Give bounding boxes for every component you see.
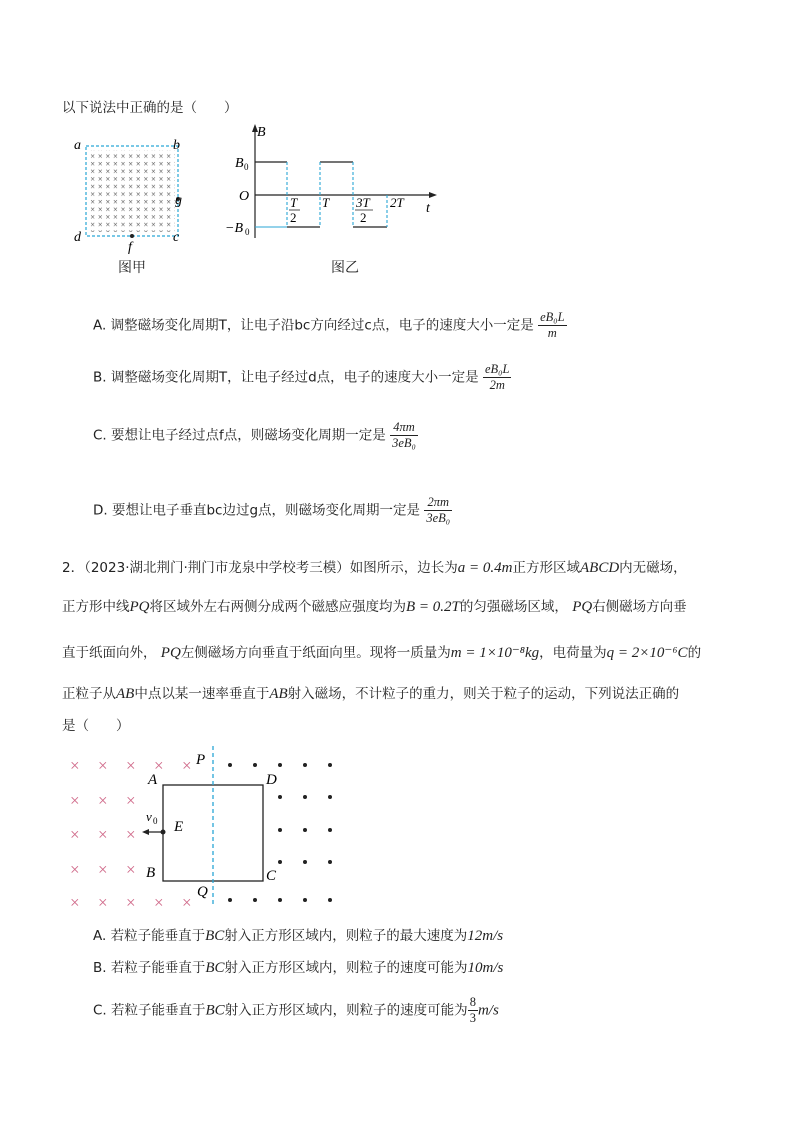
q1-option-b[interactable]: B. 调整磁场变化周期T，让电子经过d点，电子的速度大小一定是 $\frac{\text{eB₀L}}{2m}$ (93, 362, 510, 392)
q1-option-d[interactable]: D. 要想让电子垂直bc边过g点，则磁场变化周期一定是 $\frac{2\pi m}{\text{3eB₀}}$ (93, 495, 451, 525)
label-v0: v (146, 809, 152, 824)
corner-c-label: c (173, 230, 180, 245)
svg-text:×: × (70, 756, 80, 775)
svg-text:×: × (182, 893, 192, 912)
q1-option-b-fraction: $\frac{\text{eB₀L}}{2m}$ (484, 362, 510, 392)
figure-yi (225, 120, 445, 250)
svg-text:×: × (154, 756, 164, 775)
q1-option-b-text: 调整磁场变化周期T，让电子经过d点，电子的速度大小一定是 (110, 369, 479, 386)
svg-text:×: × (126, 825, 136, 844)
label-b: B (146, 865, 156, 881)
svg-text:×: × (70, 825, 80, 844)
svg-text:×: × (154, 893, 164, 912)
figure-yi-caption: 图乙 (331, 260, 359, 276)
tick-half-num: T (290, 195, 298, 210)
q2-option-c-fraction: $\frac{8}{3}$ (469, 995, 476, 1025)
q2-option-b[interactable]: B. 若粒子能垂直于BC射入正方形区域内，则粒子的速度可能为10m/s (93, 960, 504, 976)
svg-text:×: × (70, 791, 80, 810)
q1-option-d-text: 要想让电子垂直bc边过g点，则磁场变化周期一定是 (111, 502, 421, 519)
svg-text:×: × (70, 860, 80, 879)
b0-label: B (235, 156, 244, 171)
svg-text:×: × (126, 756, 136, 775)
label-p: P (196, 752, 206, 768)
corner-b-label: b (173, 138, 180, 153)
q2-option-c[interactable]: C. 若粒子能垂直于BC射入正方形区域内，则粒子的速度可能为 $\frac{8}{3}$ m/s (93, 995, 499, 1025)
svg-text:×: × (98, 860, 108, 879)
point-f-dot (130, 234, 134, 238)
point-f-label: f (128, 240, 132, 255)
q1-option-a-fraction: $\frac{\text{eB₀L}}{m}$ (540, 310, 565, 340)
q2-m-expr: m = 1×10⁻⁸kg (450, 645, 540, 661)
tick-3half-num: 3T (356, 195, 370, 210)
origin-label: O (239, 189, 250, 204)
q2-line-2: 正方形中线PQ将区域外左右两侧分成两个磁感应强度均为B = 0.2T的匀强磁场区域， PQ右侧磁场方向垂 (62, 599, 687, 615)
svg-text:×: × (98, 825, 108, 844)
corner-d-label: d (74, 230, 81, 245)
svg-text:×: × (98, 791, 108, 810)
q2-option-b-value: 10m/s (467, 960, 504, 976)
q1-option-d-fraction: $\frac{2\pi m}{\text{3eB₀}}$ (426, 495, 451, 525)
b-axis-label: B (257, 125, 266, 140)
q2-b-expr: B = 0.2T (406, 599, 460, 615)
label-d: D (266, 772, 277, 788)
q1-option-c[interactable]: C. 要想让电子经过点f点，则磁场变化周期一定是 $\frac{4\pi m}{\text{3eB₀}}$ (93, 420, 416, 450)
label-a: A (148, 772, 158, 788)
q2-ab: AB (116, 686, 135, 702)
b0-sub: 0 (244, 162, 249, 172)
velocity-arrowhead (142, 829, 149, 835)
q2-line-3: 直于纸面向外， PQ左侧磁场方向垂直于纸面向里。现将一质量为m = 1×10⁻⁸kg，电荷量为q = 2×10⁻⁶C的 (62, 645, 702, 661)
label-q: Q (197, 884, 208, 900)
q2-pq: PQ (129, 599, 150, 615)
q1-option-c-fraction: $\frac{4\pi m}{\text{3eB₀}}$ (392, 420, 416, 450)
neg-b0-label: −B (225, 221, 243, 236)
q1-option-a[interactable]: A. 调整磁场变化周期T，让电子沿bc方向经过c点，电子的速度大小一定是 $\frac{\text{eB₀L}}{m}$ (93, 310, 565, 340)
q2-line-1: 2．（2023·湖北荆门·荆门市龙泉中学校考三模）如图所示，边长为a = 0.4m正方形区域ABCD内无磁场， (62, 560, 687, 576)
q2-line-5: 是（ ） (62, 718, 130, 734)
tick-3half-den: 2 (360, 210, 367, 225)
field-x-region (90, 150, 175, 232)
label-v0-sub: 0 (153, 816, 158, 826)
q2-option-a-value: 12m/s (467, 928, 504, 944)
tick-t: T (322, 195, 330, 210)
figure-jia-caption: 图甲 (118, 260, 146, 276)
svg-text:×: × (182, 756, 192, 775)
figure-jia (70, 132, 190, 272)
point-g-label: g (175, 193, 182, 208)
q2-line-4: 正粒子从AB中点以某一速率垂直于AB射入磁场，不计粒子的重力，则关于粒子的运动，下列说法正确的 (62, 686, 680, 702)
svg-text:×: × (70, 893, 80, 912)
q1-option-a-text: 调整磁场变化周期T，让电子沿bc方向经过c点，电子的速度大小一定是 (110, 317, 534, 334)
label-e: E (174, 819, 184, 835)
svg-text:×: × (98, 756, 108, 775)
q2-q-expr: q = 2×10⁻⁶C (606, 645, 688, 661)
corner-a-label: a (74, 138, 81, 153)
label-c: C (266, 868, 277, 884)
t-axis-label: t (426, 201, 430, 216)
q1-option-c-text: 要想让电子经过点f点，则磁场变化周期一定是 (111, 427, 386, 444)
svg-text:×: × (126, 860, 136, 879)
svg-text:×: × (98, 893, 108, 912)
q2-a-expr: a = 0.4m (457, 560, 513, 576)
svg-text:×: × (126, 893, 136, 912)
tick-half-den: 2 (290, 210, 297, 225)
q2-figure (70, 738, 360, 918)
q1-prompt: 以下说法中正确的是（ ） (62, 100, 238, 116)
q2-option-a[interactable]: A. 若粒子能垂直于BC射入正方形区域内，则粒子的最大速度为12m/s (93, 928, 504, 944)
t-axis-arrow (429, 192, 437, 198)
svg-text:×: × (126, 791, 136, 810)
neg-b0-sub: 0 (245, 227, 250, 237)
tick-2t: 2T (390, 195, 404, 210)
q2-abcd: ABCD (580, 560, 620, 576)
